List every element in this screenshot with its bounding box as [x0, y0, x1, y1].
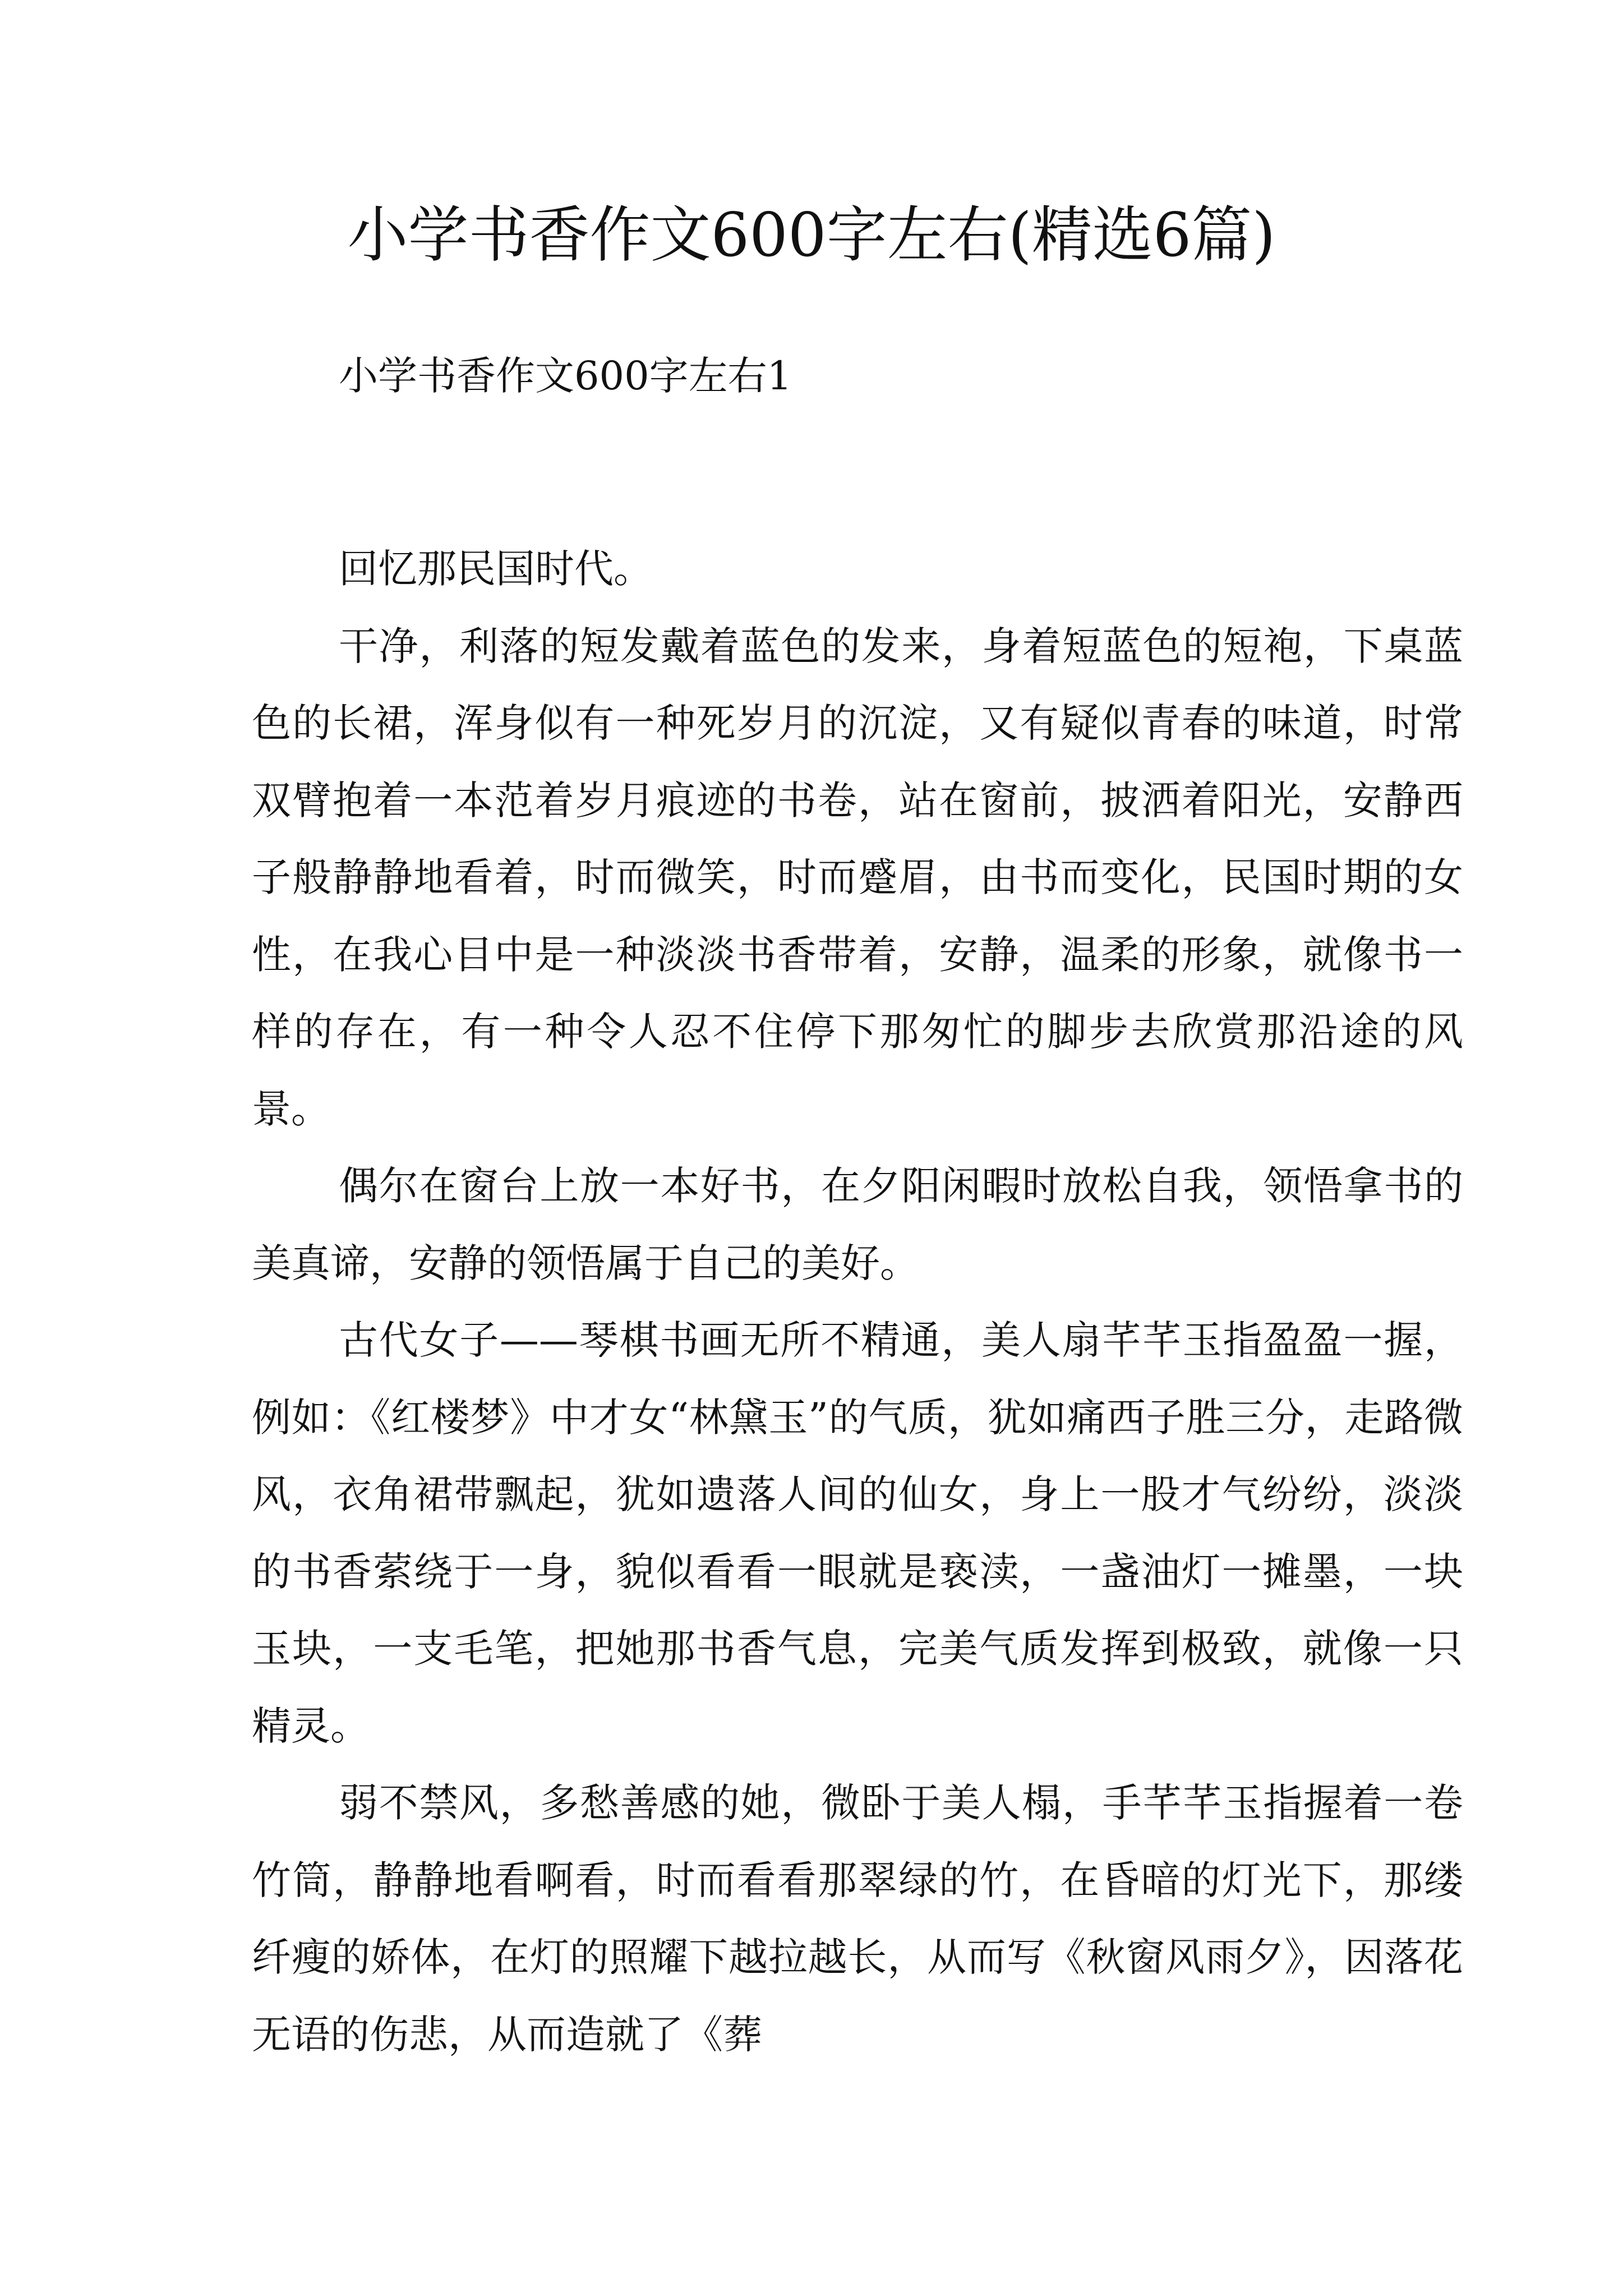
paragraph: 古代女子——琴棋书画无所不精通，美人扇芊芊玉指盈盈一握，例如：《红楼梦》中才女“林黛玉”的气质，犹如痛西子胜三分，走路微风，衣角裙带飘起，犹如遗落人间的仙女，身上一股才气纷纷，淡淡的书香萦绕于一身，貌似看看一眼就是亵渎，一盏油灯一摊墨，一块玉块，一支毛笔，把她那书香气息，完美气质发挥到极致，就像一只精灵。 — [252, 1317, 1463, 1749]
paragraph: 弱不禁风，多愁善感的她，微卧于美人榻，手芊芊玉指握着一卷竹筒，静静地看啊看，时而看看那翠绿的竹，在昏暗的灯光下，那缕纤瘦的娇体，在灯的照耀下越拉越长，从而写《秋窗风雨夕》，因落花无语的伤悲，从而造就了《葬 — [252, 1780, 1463, 2058]
section-heading: 小学书香作文600字左右1 — [339, 353, 792, 399]
body-text — [252, 531, 1463, 2073]
document-title: 小学书香作文600字左右(精选6篇) — [347, 200, 1276, 270]
paragraph: 偶尔在窗台上放一本好书，在夕阳闲暇时放松自我，领悟拿书的美真谛，安静的领悟属于自己的美好。 — [252, 1163, 1463, 1286]
paragraph: 回忆那民国时代。 — [339, 546, 653, 592]
paragraph: 干净，利落的短发戴着蓝色的发来，身着短蓝色的短袍，下桌蓝色的长裙，浑身似有一种死岁月的沉淀，又有疑似青春的味道，时常双臂抱着一本范着岁月痕迹的书卷，站在窗前，披洒着阳光，安静西子般静静地看着，时而微笑，时而蹙眉，由书而变化，民国时期的女性，在我心目中是一种淡淡书香带着，安静，温柔的形象，就像书一样的存在，有一种令人忍不住停下那匆忙的脚步去欣赏那沿途的风景。 — [252, 623, 1463, 1132]
